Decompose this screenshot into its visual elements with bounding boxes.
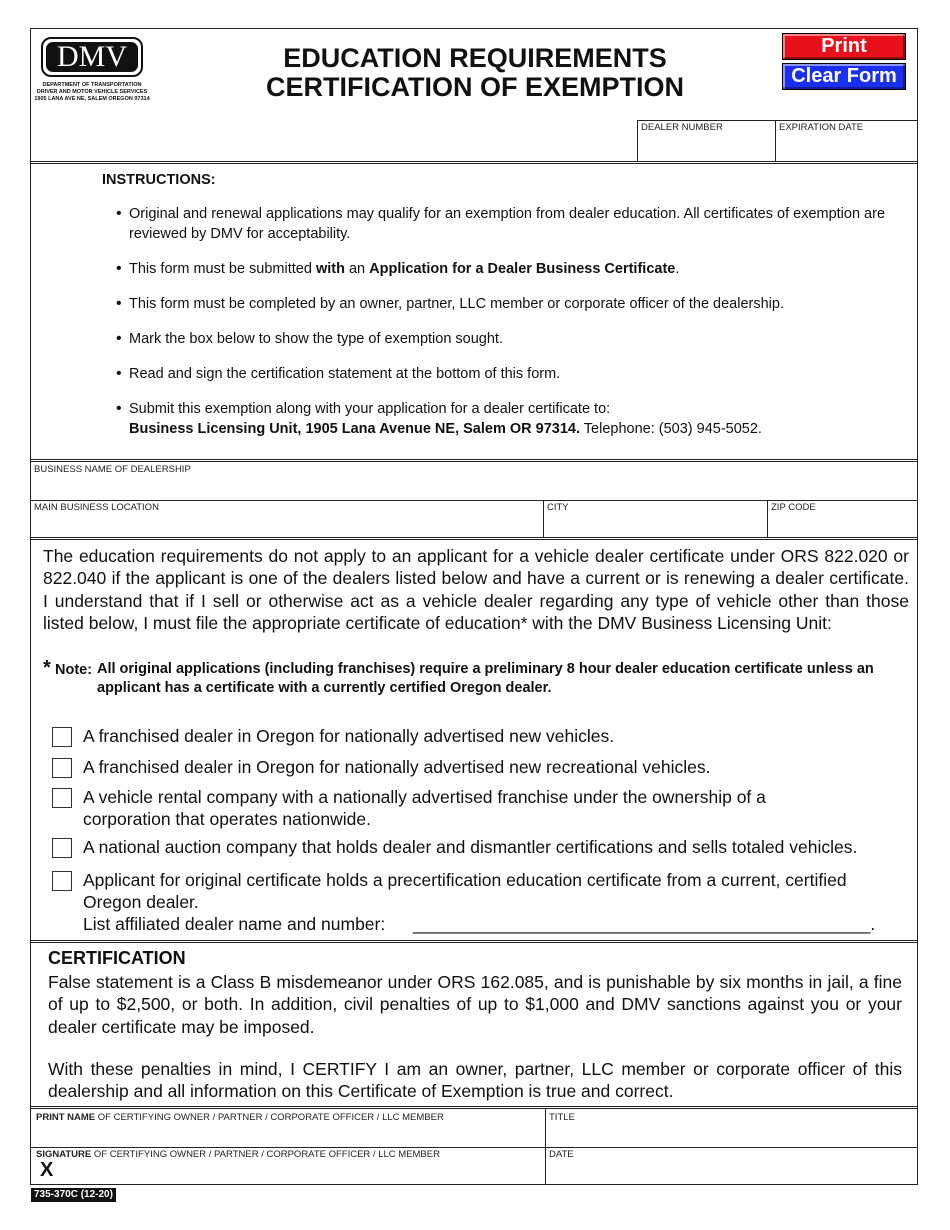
option-label: A franchised dealer in Oregon for nationally advertised new recreational vehicles. — [83, 757, 711, 777]
print-name-field[interactable] — [36, 1126, 536, 1144]
option-label: A vehicle rental company with a nationally advertised franchise under the ownership of a corporation that operates nationwide. — [83, 787, 766, 829]
dept-line-3: 1905 LANA AVE NE, SALEM OREGON 97314 — [34, 96, 150, 102]
checkbox-national-auction[interactable] — [52, 838, 72, 858]
page-subtitle: CERTIFICATION OF EXEMPTION — [266, 72, 684, 102]
signature-field[interactable] — [60, 1162, 540, 1182]
dept-line-1: DEPARTMENT OF TRANSPORTATION — [42, 82, 142, 88]
instructions-heading: INSTRUCTIONS: — [102, 172, 216, 188]
signature-row-divider — [30, 1147, 918, 1148]
certification-penalty-text: False statement is a Class B misdemeanor under ORS 162.085, and is punishable by six months in jail, a fine of up to $2,500, or both. In addition, civil penalties of up to $1,000 and DMV sanctions against you or your dealer certificate may be imposed. — [48, 972, 902, 1037]
dmv-logo — [41, 37, 143, 77]
main-location-label: MAIN BUSINESS LOCATION — [34, 502, 159, 513]
checkbox-franchised-new-vehicles[interactable] — [52, 727, 72, 747]
note-label: Note: — [55, 662, 93, 678]
certification-statement: With these penalties in mind, I CERTIFY I am an owner, partner, LLC member or corporate officer of this dealership and all information on this Certificate of Exemption is true and correct. — [48, 1059, 902, 1102]
instruction-text: This form must be submitted with an Application for a Dealer Business Certificate. — [129, 261, 680, 277]
dealer-box-left — [637, 120, 638, 162]
business-divider — [30, 537, 918, 540]
zip-code-label: ZIP CODE — [771, 502, 816, 513]
bullet-icon: • — [116, 400, 122, 417]
instruction-text: Submit this exemption along with your application for a dealer certificate to: Business Licensing Unit, 1905 Lana Avenue NE, Salem OR 97314. Telephone: (503) 945-5052. — [129, 401, 762, 437]
checkbox-franchised-recreational[interactable] — [52, 758, 72, 778]
form-number: 735-370C (12-20) — [31, 1188, 116, 1202]
option-label: A national auction company that holds dealer and dismantler certifications and sells totaled vehicles. — [83, 837, 858, 857]
checkbox-rental-company[interactable] — [52, 788, 72, 808]
checkbox-precertification[interactable] — [52, 871, 72, 891]
print-name-label: PRINT NAME OF CERTIFYING OWNER / PARTNER / CORPORATE OFFICER / LLC MEMBER — [36, 1112, 444, 1123]
certification-divider — [30, 1106, 918, 1109]
bullet-icon: • — [116, 205, 122, 222]
note-text: All original applications (including franchises) require a preliminary 8 hour dealer education certificate unless an applicant has a certificate with a currently certified Oregon dealer. — [97, 661, 874, 696]
zip-divider — [767, 500, 768, 538]
expiration-date-field[interactable] — [779, 137, 914, 159]
option-label: Applicant for original certificate holds a precertification education certificate from a current, certified Oregon dealer. — [83, 870, 847, 912]
main-location-field[interactable] — [34, 516, 539, 536]
date-label: DATE — [549, 1149, 574, 1160]
dealer-number-label: DEALER NUMBER — [641, 122, 723, 133]
city-label: CITY — [547, 502, 569, 513]
instructions-divider — [30, 459, 918, 462]
clear-form-button[interactable]: Clear Form — [782, 63, 906, 90]
affiliated-dealer-field[interactable]: _______________________________________________. — [413, 914, 876, 934]
city-divider — [543, 500, 544, 538]
dept-line-2: DRIVER AND MOTOR VEHICLE SERVICES — [36, 89, 148, 95]
bullet-icon: • — [116, 260, 122, 277]
title-label: TITLE — [549, 1112, 575, 1123]
date-field[interactable] — [549, 1162, 914, 1182]
instruction-text: This form must be completed by an owner, partner, LLC member or corporate officer of the dealership. — [129, 296, 784, 312]
option-label: A franchised dealer in Oregon for nationally advertised new vehicles. — [83, 726, 615, 746]
instruction-text: Read and sign the certification statement at the bottom of this form. — [129, 366, 561, 382]
signature-x-mark: X — [40, 1159, 54, 1181]
instruction-text: Mark the box below to show the type of exemption sought. — [129, 331, 503, 347]
exemption-intro: The education requirements do not apply to an applicant for a vehicle dealer certificate under ORS 822.020 or 822.040 if the applicant is one of the dealers listed below and have a current or is renewing a dealer certificate. I understand that if I sell or otherwise act as a vehicle dealer regarding any type of vehicle other than those listed below, I must file the appropriate certificate of education* with the DMV Business Licensing Unit: — [43, 546, 909, 634]
dealer-box-divider — [775, 120, 776, 162]
bullet-icon: • — [116, 295, 122, 312]
zip-code-field[interactable] — [771, 516, 914, 536]
dealer-box-top — [637, 120, 918, 121]
city-field[interactable] — [547, 516, 762, 536]
bullet-icon: • — [116, 365, 122, 382]
business-row-divider — [30, 500, 918, 501]
header-divider — [30, 161, 918, 164]
expiration-date-label: EXPIRATION DATE — [779, 122, 864, 133]
business-name-label: BUSINESS NAME OF DEALERSHIP — [34, 464, 191, 475]
title-field[interactable] — [549, 1126, 914, 1144]
page-title: EDUCATION REQUIREMENTS — [283, 43, 667, 73]
certification-heading: CERTIFICATION — [48, 948, 186, 968]
print-button[interactable]: Print — [782, 33, 906, 60]
affiliated-dealer-label: List affiliated dealer name and number: — [83, 914, 386, 934]
bullet-icon: • — [116, 330, 122, 347]
note-asterisk: * — [43, 657, 51, 679]
dmv-logo-text: DMV — [46, 42, 138, 72]
instruction-text: Original and renewal applications may qualify for an exemption from dealer education. All certificates of exemption are reviewed by DMV for acceptability. — [129, 206, 886, 242]
signature-label: SIGNATURE OF CERTIFYING OWNER / PARTNER / CORPORATE OFFICER / LLC MEMBER — [36, 1149, 440, 1160]
dealer-number-field[interactable] — [641, 137, 771, 159]
business-name-field[interactable] — [34, 478, 914, 498]
exemption-divider — [30, 940, 918, 943]
